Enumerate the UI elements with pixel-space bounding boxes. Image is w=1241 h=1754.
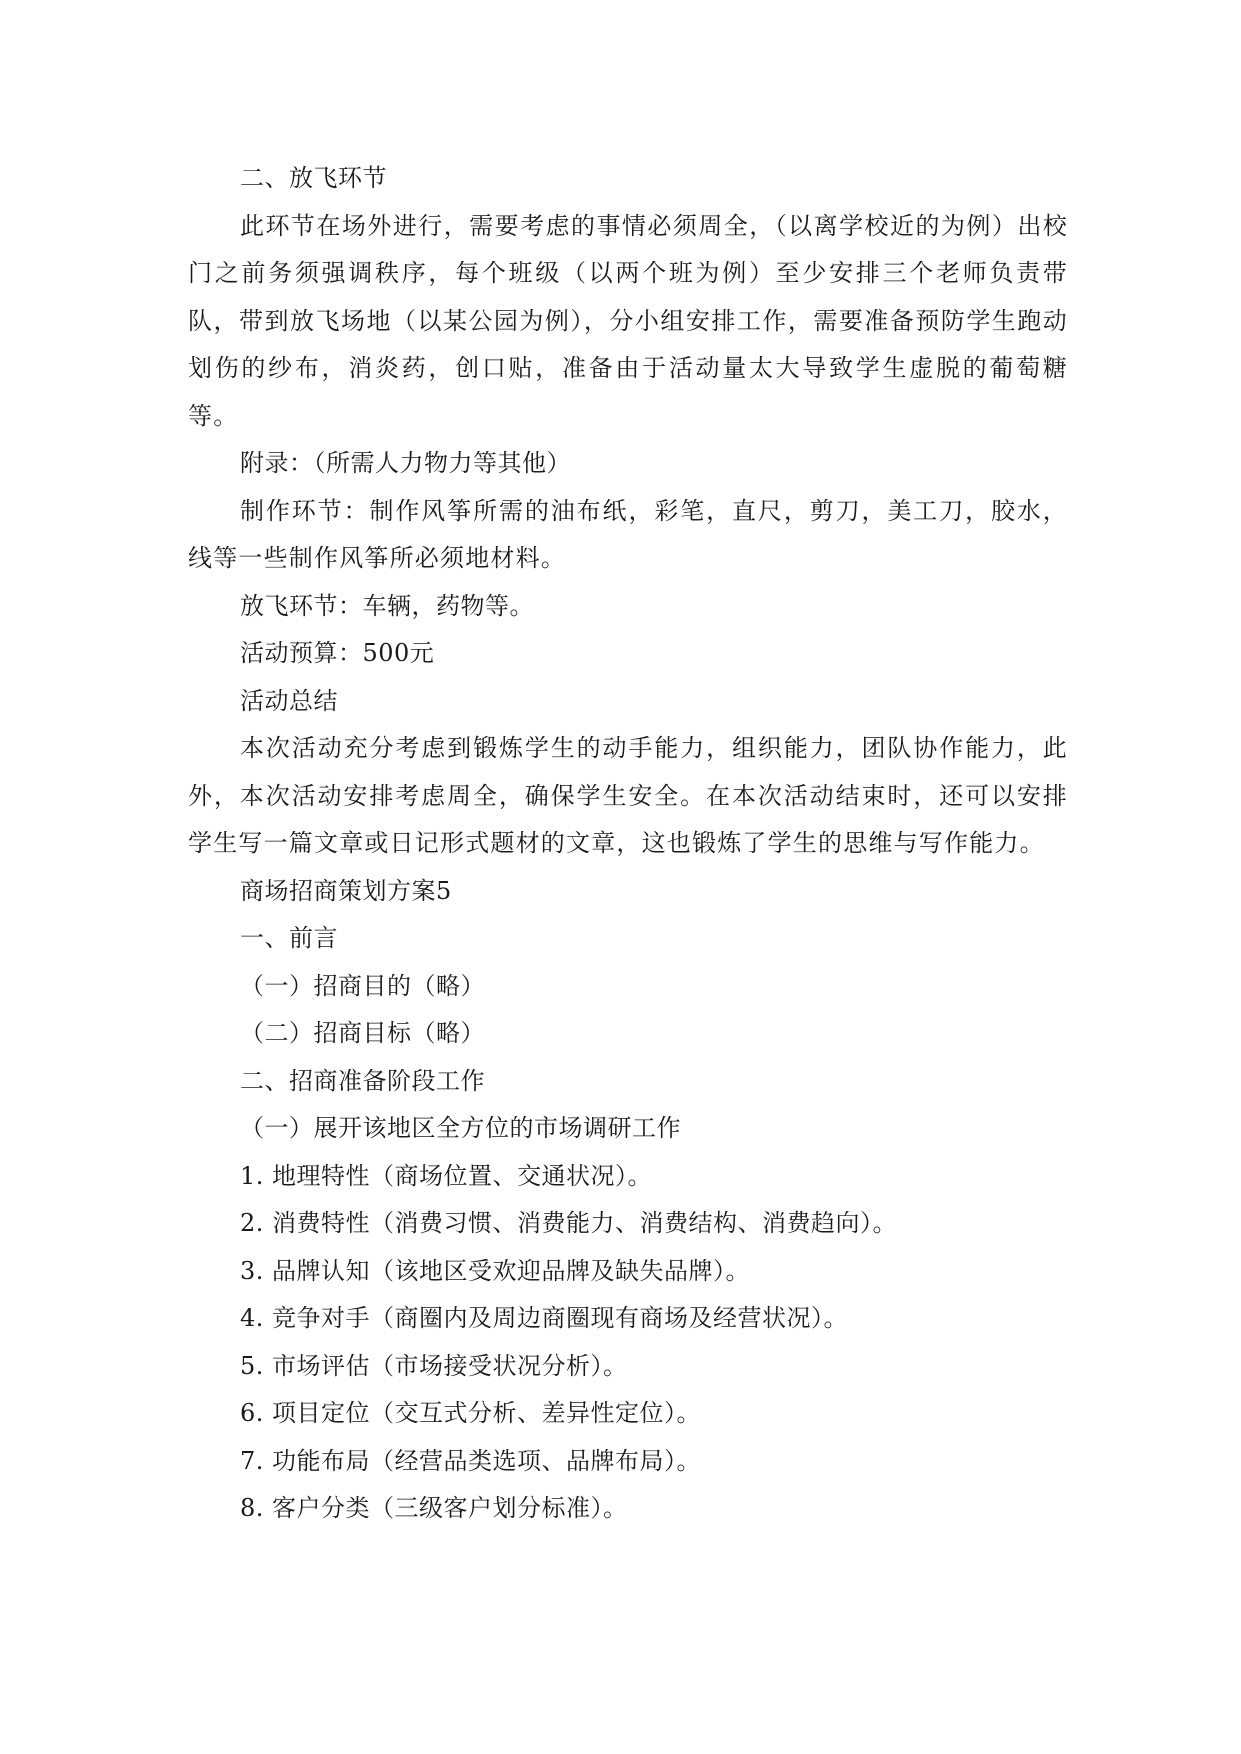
paragraph-launch-details: 此环节在场外进行，需要考虑的事情必须周全，（以离学校近的为例）出校门之前务须强调秩序，每个班级（以两个班为例）至少安排三个老师负责带队，带到放飞场地（以某公园为例），分小组安排工作，需要准备预防学生跑动划伤的纱布，消炎药，创口贴，准备由于活动量太大导致学生虚脱的葡萄糖等。 — [188, 211, 1068, 430]
subheading-market-research: （一）展开该地区全方位的市场调研工作 — [240, 1114, 681, 1142]
list-item: 6. 项目定位（交互式分析、差异性定位）。 — [240, 1399, 702, 1427]
list-item: 4. 竞争对手（商圈内及周边商圈现有商场及经营状况）。 — [240, 1304, 849, 1332]
subheading-goal: （二）招商目标（略） — [240, 1019, 485, 1047]
plan-title: 商场招商策划方案5 — [240, 876, 452, 905]
section-heading-preparation: 二、招商准备阶段工作 — [240, 1066, 485, 1095]
paragraph-budget: 活动预算：500元 — [240, 639, 435, 667]
appendix-heading: 附录：（所需人力物力等其他） — [240, 449, 571, 477]
paragraph-launch-materials: 放飞环节：车辆，药物等。 — [240, 591, 534, 620]
summary-heading: 活动总结 — [240, 686, 338, 715]
document-body — [188, 155, 1068, 1533]
section-heading-launch: 二、放飞环节 — [240, 164, 387, 192]
subheading-purpose: （一）招商目的（略） — [240, 971, 485, 1000]
list-item: 1. 地理特性（商场位置、交通状况）。 — [240, 1161, 653, 1190]
section-heading-preface: 一、前言 — [240, 924, 338, 952]
paragraph-summary: 本次活动充分考虑到锻炼学生的动手能力，组织能力，团队协作能力，此外，本次活动安排考虑周全，确保学生安全。在本次活动结束时，还可以安排学生写一篇文章或日记形式题材的文章，这也锻炼了学生的思维与写作能力。 — [188, 734, 1068, 857]
list-item: 2. 消费特性（消费习惯、消费能力、消费结构、消费趋向）。 — [240, 1209, 898, 1237]
list-item: 5. 市场评估（市场接受状况分析）。 — [240, 1351, 628, 1380]
list-item: 7. 功能布局（经营品类选项、品牌布局）。 — [240, 1446, 702, 1475]
list-item: 3. 品牌认知（该地区受欢迎品牌及缺失品牌）。 — [240, 1256, 751, 1285]
list-item: 8. 客户分类（三级客户划分标准）。 — [240, 1494, 628, 1522]
paragraph-making-materials: 制作环节：制作风筝所需的油布纸，彩笔，直尺，剪刀，美工刀，胶水，线等一些制作风筝所必须地材料。 — [188, 496, 1068, 572]
